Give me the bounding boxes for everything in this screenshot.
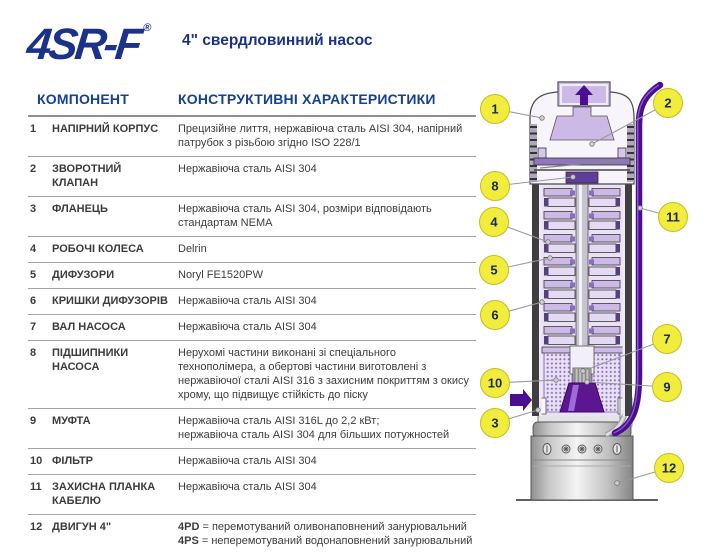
table-row: [28, 237, 476, 263]
table-body: [28, 117, 476, 554]
table-row: [28, 289, 476, 315]
table-row: [28, 315, 476, 341]
callout-dot-1: [540, 116, 545, 121]
row-number: 3: [30, 203, 37, 215]
component-name: НАПІРНИЙ КОРПУС: [52, 123, 159, 135]
component-characteristics: Нерухомі частини виконані зі спеціального технополімера, а обертові частини виготовлені з нержавіючої сталі AISI 316 з захисним покриттям з окису хрому, що підвищує стійкість до піску: [178, 347, 469, 401]
component-name: ФЛАНЕЦЬ: [52, 203, 108, 215]
table-row: [28, 117, 476, 157]
component-table: [28, 88, 476, 547]
product-subtitle: 4" свердловинний насос: [182, 32, 373, 49]
coupling: [570, 346, 594, 386]
table-row: [28, 157, 476, 197]
table-row: [28, 409, 476, 449]
callout-number-5: 5: [490, 262, 498, 278]
callout-number-9: 9: [663, 379, 671, 395]
row-number: 5: [30, 269, 37, 281]
callout-number-2: 2: [664, 95, 672, 111]
delivery-head: [530, 82, 634, 184]
registered-mark: ®: [142, 22, 152, 34]
table-row: [28, 197, 476, 237]
table-row: [28, 515, 476, 554]
pump-cutaway-illustration: [470, 80, 704, 528]
brand-logo: [24, 2, 153, 71]
component-name: ВАЛ НАСОСА: [52, 321, 126, 333]
table-row: [28, 263, 476, 289]
callout-number-12: 12: [661, 460, 677, 476]
column-header-characteristics: КОНСТРУКТИВНІ ХАРАКТЕРИСТИКИ: [178, 91, 436, 107]
row-number: 4: [30, 243, 37, 255]
component-characteristics: Нержавіюча сталь AISI 304: [178, 481, 317, 493]
row-number: 10: [30, 455, 43, 467]
flow-intake-arrow-icon: [510, 389, 532, 411]
callout-dot-11: [638, 206, 643, 211]
row-number: 12: [30, 521, 43, 533]
component-name: ДВИГУН 4": [52, 521, 112, 533]
callout-number-10: 10: [487, 375, 503, 391]
row-number: 6: [30, 295, 37, 307]
row-number: 7: [30, 321, 37, 333]
callout-number-7: 7: [663, 331, 671, 347]
component-characteristics: Нержавіюча сталь AISI 304: [178, 295, 317, 307]
callout-dot-6: [540, 300, 545, 305]
callout-dot-10: [554, 378, 559, 383]
callout-number-8: 8: [491, 178, 499, 194]
brand-logo-text: 4SR-F: [24, 20, 142, 69]
component-name: ЗАХИСНА ПЛАНКА КАБЕЛЮ: [52, 481, 156, 507]
callout-number-4: 4: [490, 214, 498, 230]
component-name: ФІЛЬТР: [52, 455, 94, 467]
row-number: 9: [30, 415, 37, 427]
component-name: МУФТА: [52, 415, 91, 427]
row-number: 8: [30, 347, 37, 359]
component-characteristics: Нержавіюча сталь AISI 316L до 2,2 кВт; нержавіюча сталь AISI 304 для більших потужностей: [178, 415, 450, 441]
table-header-row: [28, 88, 476, 117]
component-characteristics: Noryl FE1520PW: [178, 269, 263, 281]
column-header-component: КОМПОНЕНТ: [37, 91, 129, 107]
callout-dot-4: [546, 240, 551, 245]
component-name: РОБОЧІ КОЛЕСА: [52, 243, 144, 255]
row-number: 11: [30, 481, 42, 493]
callout-number-3: 3: [491, 415, 499, 431]
callout-number-11: 11: [666, 209, 680, 225]
component-characteristics: Delrin: [178, 243, 207, 255]
pump-cutaway-drawing: [470, 80, 704, 528]
callout-number-1: 1: [491, 101, 499, 117]
table-row: [28, 341, 476, 409]
component-name: ЗВОРОТНИЙ КЛАПАН: [52, 163, 122, 189]
table-row: [28, 449, 476, 475]
component-name: ПІДШИПНИКИ НАСОСА: [52, 347, 129, 373]
component-characteristics: Прецизійне лиття, нержавіюча сталь AISI 304, напірний патрубок з різьбою згідно ISO 228/1: [178, 123, 463, 149]
component-name: ДИФУЗОРИ: [52, 269, 115, 281]
component-characteristics: Нержавіюча сталь AISI 304, розміри відповідають стандартам NEMA: [178, 203, 432, 229]
brand-block: [24, 2, 152, 71]
callout-dot-2: [590, 142, 595, 147]
callout-dot-12: [615, 481, 620, 486]
component-name: КРИШКИ ДИФУЗОРІВ: [52, 295, 168, 307]
row-number: 2: [30, 163, 37, 175]
row-number: 1: [30, 123, 37, 135]
callout-dot-7: [581, 369, 586, 374]
callout-dot-3: [536, 408, 541, 413]
callout-dot-8: [571, 175, 576, 180]
callout-dot-5: [548, 256, 553, 261]
component-characteristics: Нержавіюча сталь AISI 304: [178, 321, 317, 333]
component-characteristics: Нержавіюча сталь AISI 304: [178, 455, 317, 467]
callout-number-6: 6: [491, 307, 499, 323]
callout-dot-9: [585, 380, 590, 385]
component-characteristics: Нержавіюча сталь AISI 304: [178, 163, 317, 175]
component-characteristics: 4PD = перемотуваний оливонаповнений занурювальний 4PS = неперемотуваний водонаповнений занурювальний: [178, 521, 473, 547]
table-row: [28, 475, 476, 515]
